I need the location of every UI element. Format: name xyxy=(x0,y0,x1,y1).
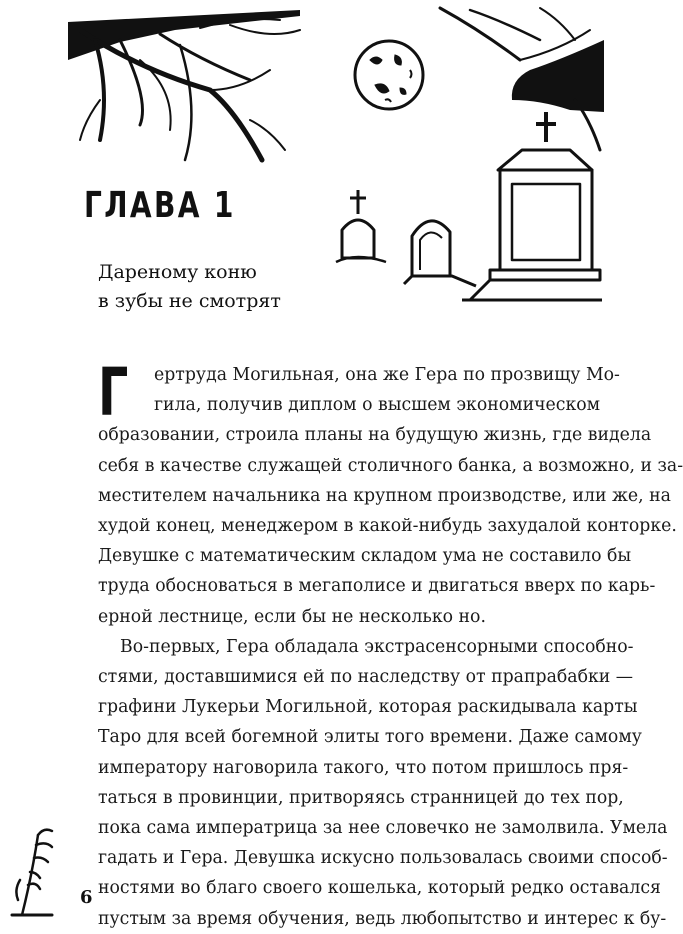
text-line: гадать и Гера. Девушка искусно пользовалась своими способ- xyxy=(98,848,668,869)
text-line: худой конец, менеджером в какой-нибудь захудалой конторке. xyxy=(98,516,677,537)
text-line: гила, получив диплом о высшем экономическом xyxy=(154,395,601,416)
small-cross-grave-icon xyxy=(336,190,386,262)
subtitle-line: в зубы не смотрят xyxy=(98,290,281,312)
text-line: графини Лукерьи Могильной, которая раскидывала карты xyxy=(98,697,638,718)
paragraph xyxy=(98,354,683,632)
subtitle-line: Дареному коню xyxy=(98,261,257,283)
tombstone-icon xyxy=(404,221,476,286)
chapter-subtitle xyxy=(98,258,358,316)
text-line: образовании, строила планы на будущую жизнь, где видела xyxy=(98,425,652,446)
text-line: Во-первых, Гера обладала экстрасенсорными способно- xyxy=(120,636,634,657)
chapter-title: ГЛАВА 1 xyxy=(84,185,236,226)
bare-branch-left-icon xyxy=(68,10,300,160)
text-line: Таро для всей богемной элиты того времени. Даже самому xyxy=(98,727,642,748)
page-number: 6 xyxy=(80,887,93,908)
text-line: пока сама императрица за нее словечко не замолвила. Умела xyxy=(98,818,668,839)
paragraph xyxy=(98,632,668,934)
bare-branch-right-icon xyxy=(440,8,604,150)
body-text xyxy=(98,354,683,934)
text-line: ерной лестнице, если бы не несколько но. xyxy=(98,606,486,627)
monument-cross-icon xyxy=(462,112,602,300)
text-line: стями, доставшимися ей по наследству от прапрабабки — xyxy=(98,667,634,688)
text-line: себя в качестве служащей столичного банка, а возможно, и за- xyxy=(98,455,683,476)
drop-cap: Г xyxy=(98,354,129,431)
text-line: таться в провинции, притворяясь странницей до тех пор, xyxy=(98,787,624,808)
text-line: Девушке с математическим складом ума не составило бы xyxy=(98,546,632,567)
skeleton-hand-icon xyxy=(12,830,52,915)
text-line: пустым за время обучения, ведь любопытство и интерес к бу- xyxy=(98,908,667,929)
text-line: труда обосноваться в мегаполисе и двигаться вверх по карь- xyxy=(98,576,656,597)
text-line: императору наговорила такого, что потом пришлось пря- xyxy=(98,757,629,778)
text-line: ностями во благо своего кошелька, который редко оставался xyxy=(98,878,661,899)
text-line: местителем начальника на крупном производстве, или же, на xyxy=(98,485,671,506)
moon-icon xyxy=(355,41,423,109)
text-line: ертруда Могильная, она же Гера по прозвищу Мо- xyxy=(154,365,620,385)
